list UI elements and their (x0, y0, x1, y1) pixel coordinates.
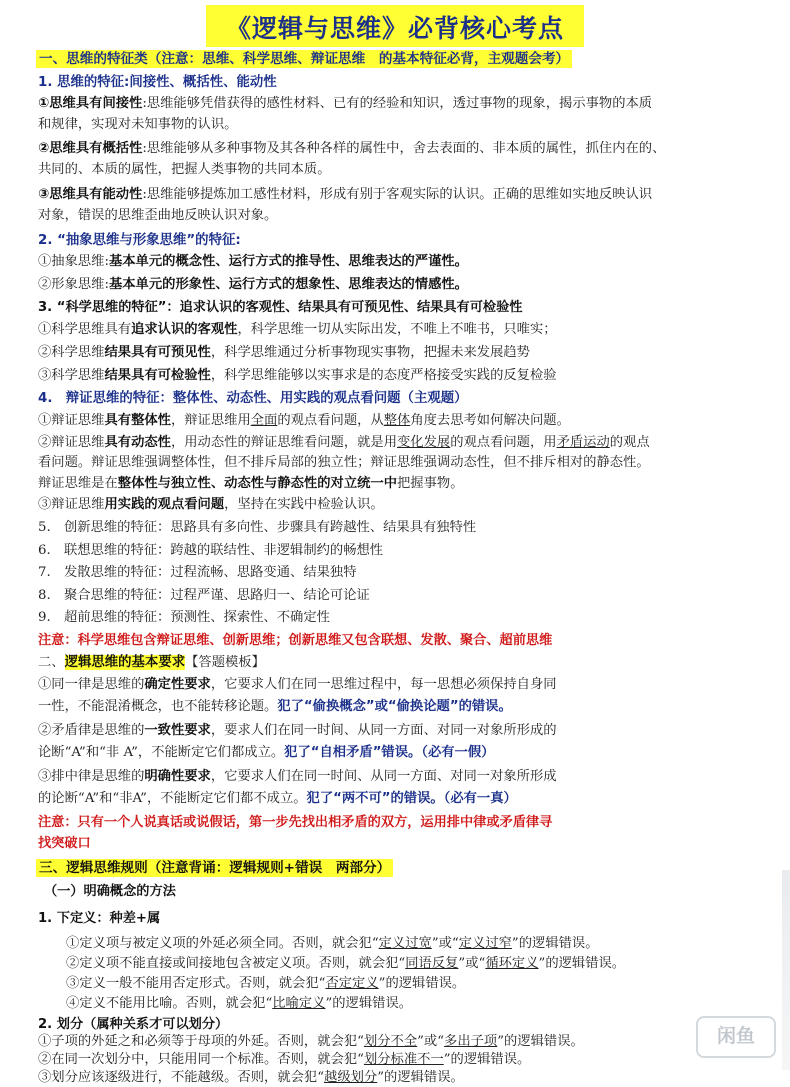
s3-d3: ③定义一般不能用否定形式。否则，就会犯“否定定义”的逻辑错误。 (66, 976, 466, 991)
s3-d1: ①定义项与被定义项的外延必须全同。否则，就会犯“定义过宽”或“定义过窄”的逻辑错误。 (66, 936, 599, 951)
page-title: 《逻辑与思维》必背核心考点 (206, 5, 584, 47)
s2-c-line1: ③排中律是思维的明确性要求，它要求人们在同一时间、从同一方面、对同一对象所形成 (38, 769, 557, 784)
s2-c-line2: 的论断“A”和“非A”，不能断定它们都不成立。犯了“两不可”的错误。（必有一真） (38, 791, 517, 806)
p1-a-line1: ①思维具有间接性:思维能够凭借获得的感性材料、已有的经验和知识，透过事物的现象，揭示事物的本质 (38, 96, 653, 111)
p4-b-line2: 看问题。辩证思维强调整体性，但不排斥局部的独立性；辩证思维强调动态性，但不排斥相对的静态性。 (38, 455, 650, 470)
s2-b-line2: 论断“A”和“非 A”，不能断定它们都成立。犯了“自相矛盾”错误。（必有一假） (38, 745, 495, 760)
section2-note-line1: 注意：只有一个人说真话或说假话，第一步先找出相矛盾的双方，运用排中律或矛盾律寻 (38, 815, 553, 830)
p3-b: ②科学思维结果具有可预见性，科学思维通过分析事物现实事物，把握未来发展趋势 (38, 345, 530, 360)
p4-heading: 4. 辩证思维的特征：整体性、动态性、用实践的观点看问题（主观题） (38, 391, 468, 406)
section2-heading: 二、逻辑思维的基本要求【答题模板】 (38, 655, 265, 670)
p4-b-line3: 辩证思维是在整体性与独立性、动态性与静态性的对立统一中把握事物。 (38, 476, 464, 491)
watermark-logo: 闲鱼 (696, 1016, 776, 1058)
p1-b-line1: ②思维具有概括性:思维能够从多种事物及其各种各样的属性中，舍去表面的、非本质的属性，抓住内在的、 (38, 141, 666, 156)
scrollbar[interactable] (782, 870, 790, 1070)
s3-divide-heading: 2. 划分（属种关系才可以划分） (38, 1017, 229, 1032)
p8: 8. 聚合思维的特征：过程严谨、思路归一、结论可论证 (38, 588, 370, 603)
p1-heading: 1. 思维的特征:间接性、概括性、能动性 (38, 75, 277, 90)
p9: 9. 超前思维的特征：预测性、探索性、不确定性 (38, 610, 330, 625)
s3-d4: ④定义不能用比喻。否则，就会犯“比喻定义”的逻辑错误。 (66, 996, 413, 1011)
s3-d2: ②定义项不能直接或间接地包含被定义项。否则，就会犯“同语反复”或“循环定义”的逻辑错误。 (66, 956, 626, 971)
s2-b-line1: ②矛盾律是思维的一致性要求，要求人们在同一时间、从同一方面、对同一对象所形成的 (38, 723, 557, 738)
p3-c: ③科学思维结果具有可检验性，科学思维能够以实事求是的态度严格接受实践的反复检验 (38, 368, 557, 383)
s2-a-line2: 一性，不能混淆概念，也不能转移论题。犯了“偷换概念”或“偷换论题”的错误。 (38, 699, 512, 714)
p4-b-line1: ②辩证思维具有动态性，用动态性的辩证思维看问题，就是用变化发展的观点看问题，用矛盾运动的观点 (38, 435, 650, 450)
p1-a-line2: 和规律，实现对未知事物的认识。 (38, 117, 238, 132)
s3-e2: ②在同一次划分中，只能用同一个标准。否则，就会犯“划分标准不一”的逻辑错误。 (38, 1052, 531, 1067)
p2-a: ①抽象思维:基本单元的概念性、运行方式的推导性、思维表达的严谨性。 (38, 254, 468, 269)
title-wrap (0, 5, 790, 47)
p6: 6. 联想思维的特征：跨越的联结性、非逻辑制约的畅想性 (38, 543, 384, 558)
s3-define-heading: 1. 下定义：种差+属 (38, 911, 161, 926)
section3-heading: 三、逻辑思维规则（注意背诵：逻辑规则+错误 两部分） (36, 859, 393, 878)
section1-heading: 一、思维的特征类（注意：思维、科学思维、辩证思维 的基本特征必背，主观题会考） (36, 50, 572, 69)
p4-c: ③辩证思维用实践的观点看问题，坚持在实践中检验认识。 (38, 497, 384, 512)
s3-e3: ③划分应该逐级进行，不能越级。否则，就会犯“越级划分”的逻辑错误。 (38, 1070, 464, 1085)
p2-b: ②形象思维:基本单元的形象性、运行方式的想象性、思维表达的情感性。 (38, 277, 468, 292)
s3-e1: ①子项的外延之和必须等于母项的外延。否则，就会犯“划分不全”或“多出子项”的逻辑错误。 (38, 1034, 584, 1049)
p2-heading: 2. “抽象思维与形象思维”的特征: (38, 233, 241, 248)
s2-a-line1: ①同一律是思维的确定性要求，它要求人们在同一思维过程中，每一思想必须保持自身同 (38, 677, 557, 692)
p1-b-line2: 共同的、本质的属性，把握人类事物的共同本质。 (38, 162, 331, 177)
p1-c-line1: ③思维具有能动性:思维能够提炼加工感性材料，形成有别于客观实际的认识。正确的思维如实地反映认识 (38, 187, 653, 202)
p5: 5. 创新思维的特征：思路具有多向性、步骤具有跨越性、结果具有独特性 (38, 520, 477, 535)
p1-c-line2: 对象，错误的思维歪曲地反映认识对象。 (38, 208, 278, 223)
p7: 7. 发散思维的特征：过程流畅、思路变通、结果独特 (38, 565, 357, 580)
s3-sub1: （一）明确概念的方法 (44, 884, 176, 899)
p3-a: ①科学思维具有追求认识的客观性，科学思维一切从实际出发，不唯上不唯书，只唯实； (38, 322, 557, 337)
p4-a: ①辩证思维具有整体性，辩证思维用全面的观点看问题，从整体角度去思考如何解决问题。 (38, 413, 570, 428)
section1-note: 注意：科学思维包含辩证思维、创新思维；创新思维又包含联想、发散、聚合、超前思维 (38, 633, 553, 648)
p3-heading: 3. “科学思维的特征”：追求认识的客观性、结果具有可预见性、结果具有可检验性 (38, 300, 523, 315)
section2-note-line2: 找突破口 (38, 836, 91, 851)
